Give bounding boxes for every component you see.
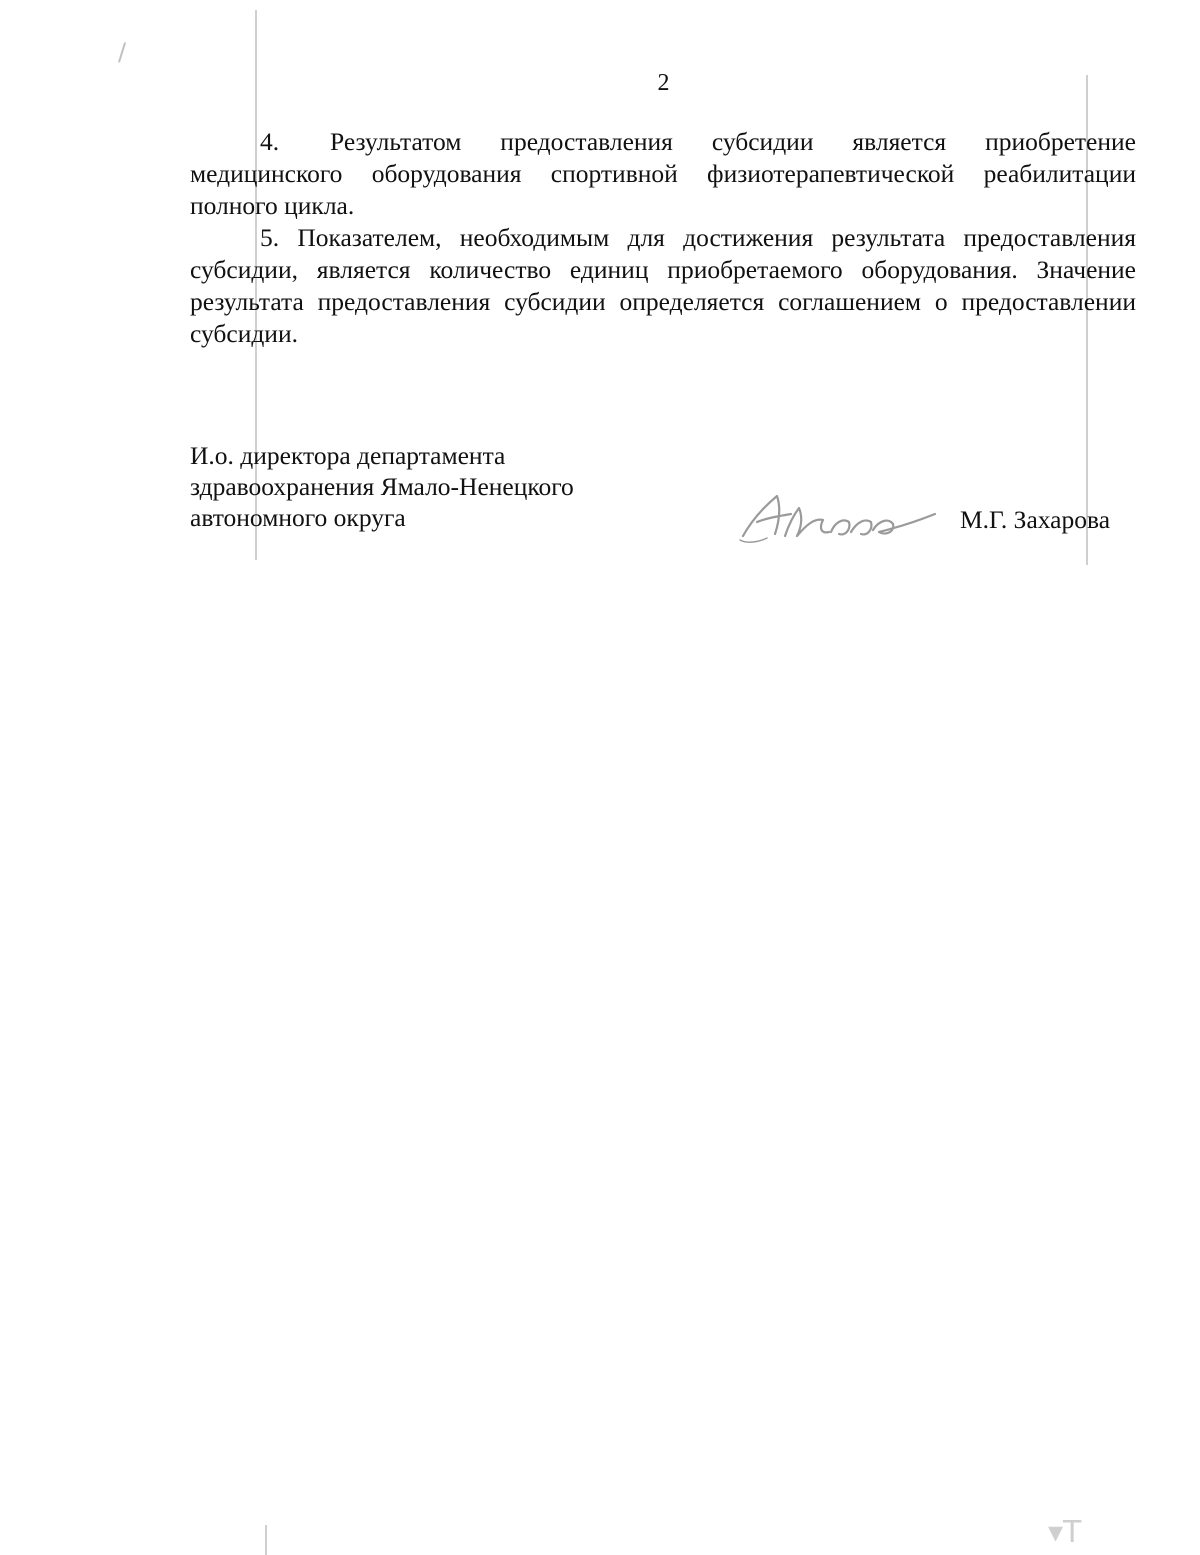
paragraph-4 <box>190 126 1136 222</box>
position-line: здравоохранения Ямало-Ненецкого <box>190 472 574 501</box>
signer-name: М.Г. Захарова <box>960 505 1111 534</box>
paragraph-5 <box>190 222 1136 350</box>
page-number: 2 <box>657 70 670 96</box>
position-line: автономного округа <box>190 503 406 532</box>
signatory-position <box>190 440 574 533</box>
paragraph-text: Результатом предоставления субсидии является приобретение медицинского оборудования спортивной физиотерапевтической реабилитации полного цикла. <box>190 127 1136 220</box>
handwritten-signature <box>735 478 940 553</box>
document-body <box>190 126 1136 350</box>
scan-artifact-mark: / <box>118 38 127 66</box>
position-line: И.о. директора департамента <box>190 441 506 470</box>
scan-artifact-line <box>265 1525 267 1555</box>
paragraph-number: 4. <box>260 127 280 156</box>
scan-artifact-mark: ▾T <box>1048 1515 1082 1550</box>
paragraph-text: 5. Показателем, необходимым для достижения результата предоставления субсидии, является количество единиц приобретаемого оборудования. Значение результата предоставления субсидии определяется соглашением о предоставлении субсидии. <box>190 223 1136 348</box>
